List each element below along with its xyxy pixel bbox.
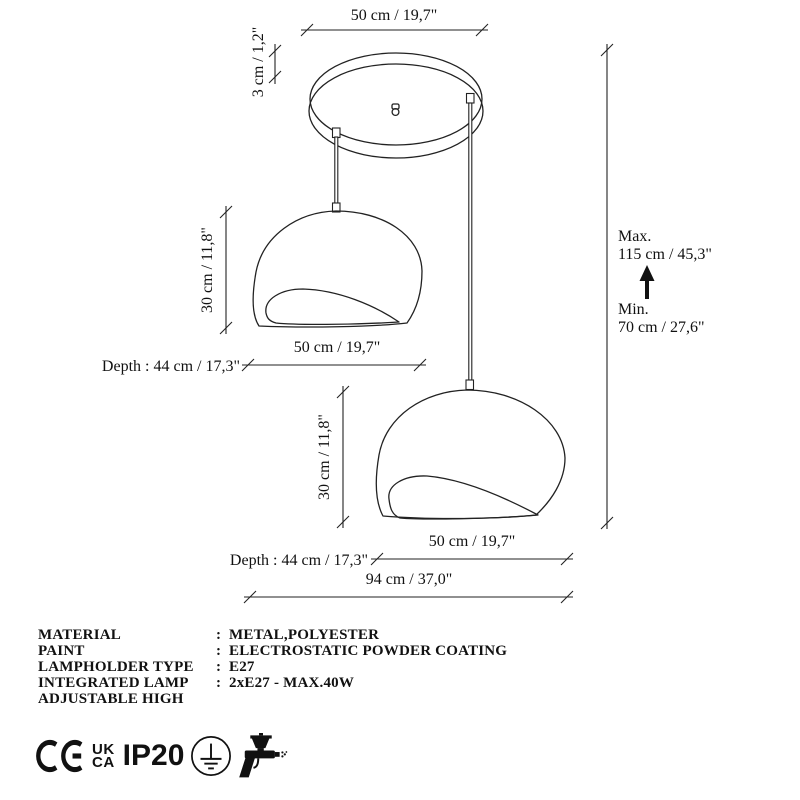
spec-row-material xyxy=(38,627,507,643)
dim-shade2-depth-label: Depth : 44 cm / 17,3" xyxy=(229,552,368,569)
lampshade-2-outline xyxy=(376,390,565,519)
spec-label: LAMPHOLDER TYPE xyxy=(38,659,194,675)
canopy-screw xyxy=(392,104,399,115)
spec-label: ADJUSTABLE HIGH xyxy=(38,691,184,707)
ukca-line1: UK xyxy=(92,741,115,758)
dim-shade2-width-label: 50 cm / 19,7" xyxy=(428,533,516,550)
min-value: 70 cm / 27,6" xyxy=(618,319,705,336)
spec-row-lamp xyxy=(38,675,507,691)
dim-shade2-height-label: 30 cm / 11,8" xyxy=(316,414,333,500)
ip-rating-label: IP20 xyxy=(122,739,185,772)
dim-shade1-width-label: 50 cm / 19,7" xyxy=(293,339,381,356)
spec-table xyxy=(38,627,507,707)
spec-colon: : xyxy=(216,643,221,659)
lampshade-1-opening xyxy=(266,289,399,324)
spec-label: MATERIAL xyxy=(38,627,121,643)
spray-gun-icon xyxy=(238,733,288,779)
certification-row xyxy=(36,732,288,780)
dim-shade1-depth-label: Depth : 44 cm / 17,3" xyxy=(101,358,240,375)
dim-canopy-width-label: 50 cm / 19,7" xyxy=(350,7,438,24)
up-arrow-icon xyxy=(640,265,655,299)
min-label: Min. xyxy=(618,301,649,318)
earth-ground-icon xyxy=(190,735,232,777)
dim-shade2-width xyxy=(371,553,573,565)
cord-connector xyxy=(467,94,475,104)
dim-canopy-height-label: 3 cm / 1,2" xyxy=(250,26,267,98)
dim-shade1-height xyxy=(220,206,232,334)
spec-label: INTEGRATED LAMP xyxy=(38,675,189,691)
pendant-cord-1 xyxy=(333,128,341,212)
spec-colon: : xyxy=(216,675,221,691)
dim-shade2-height xyxy=(337,386,349,528)
spec-value: METAL,POLYESTER xyxy=(229,627,380,643)
spec-value: E27 xyxy=(229,659,255,675)
spec-row-lampholder xyxy=(38,659,507,675)
spec-colon xyxy=(216,691,229,707)
lampshade-1-outline xyxy=(253,211,422,327)
spec-label: PAINT xyxy=(38,643,85,659)
dim-total-width xyxy=(244,591,573,603)
dim-canopy-height xyxy=(269,44,281,84)
lampshade-1 xyxy=(253,211,422,327)
dim-shade1-height-label: 30 cm / 11,8" xyxy=(199,227,216,313)
cord-line xyxy=(335,137,338,204)
cord-connector xyxy=(466,380,474,390)
ce-mark-icon xyxy=(36,739,86,773)
dim-overall-height xyxy=(601,44,613,529)
spec-colon: : xyxy=(216,659,221,675)
dim-canopy-width xyxy=(301,24,488,36)
ukca-line2: CA xyxy=(92,754,115,771)
spec-colon: : xyxy=(216,627,221,643)
lampshade-2-opening xyxy=(389,476,538,519)
spec-row-paint xyxy=(38,643,507,659)
ukca-mark xyxy=(92,743,115,769)
max-label: Max. xyxy=(618,228,652,245)
dim-total-width-label: 94 cm / 37,0" xyxy=(365,571,453,588)
cord-line xyxy=(469,103,472,381)
dim-shade1-width xyxy=(242,359,426,371)
max-value: 115 cm / 45,3" xyxy=(618,246,712,263)
spec-value: 2xE27 - MAX.40W xyxy=(229,675,355,691)
lampshade-2 xyxy=(376,390,565,519)
cord-connector xyxy=(333,128,341,138)
spec-row-adjustable xyxy=(38,691,507,707)
spec-value: ELECTROSTATIC POWDER COATING xyxy=(229,643,508,659)
